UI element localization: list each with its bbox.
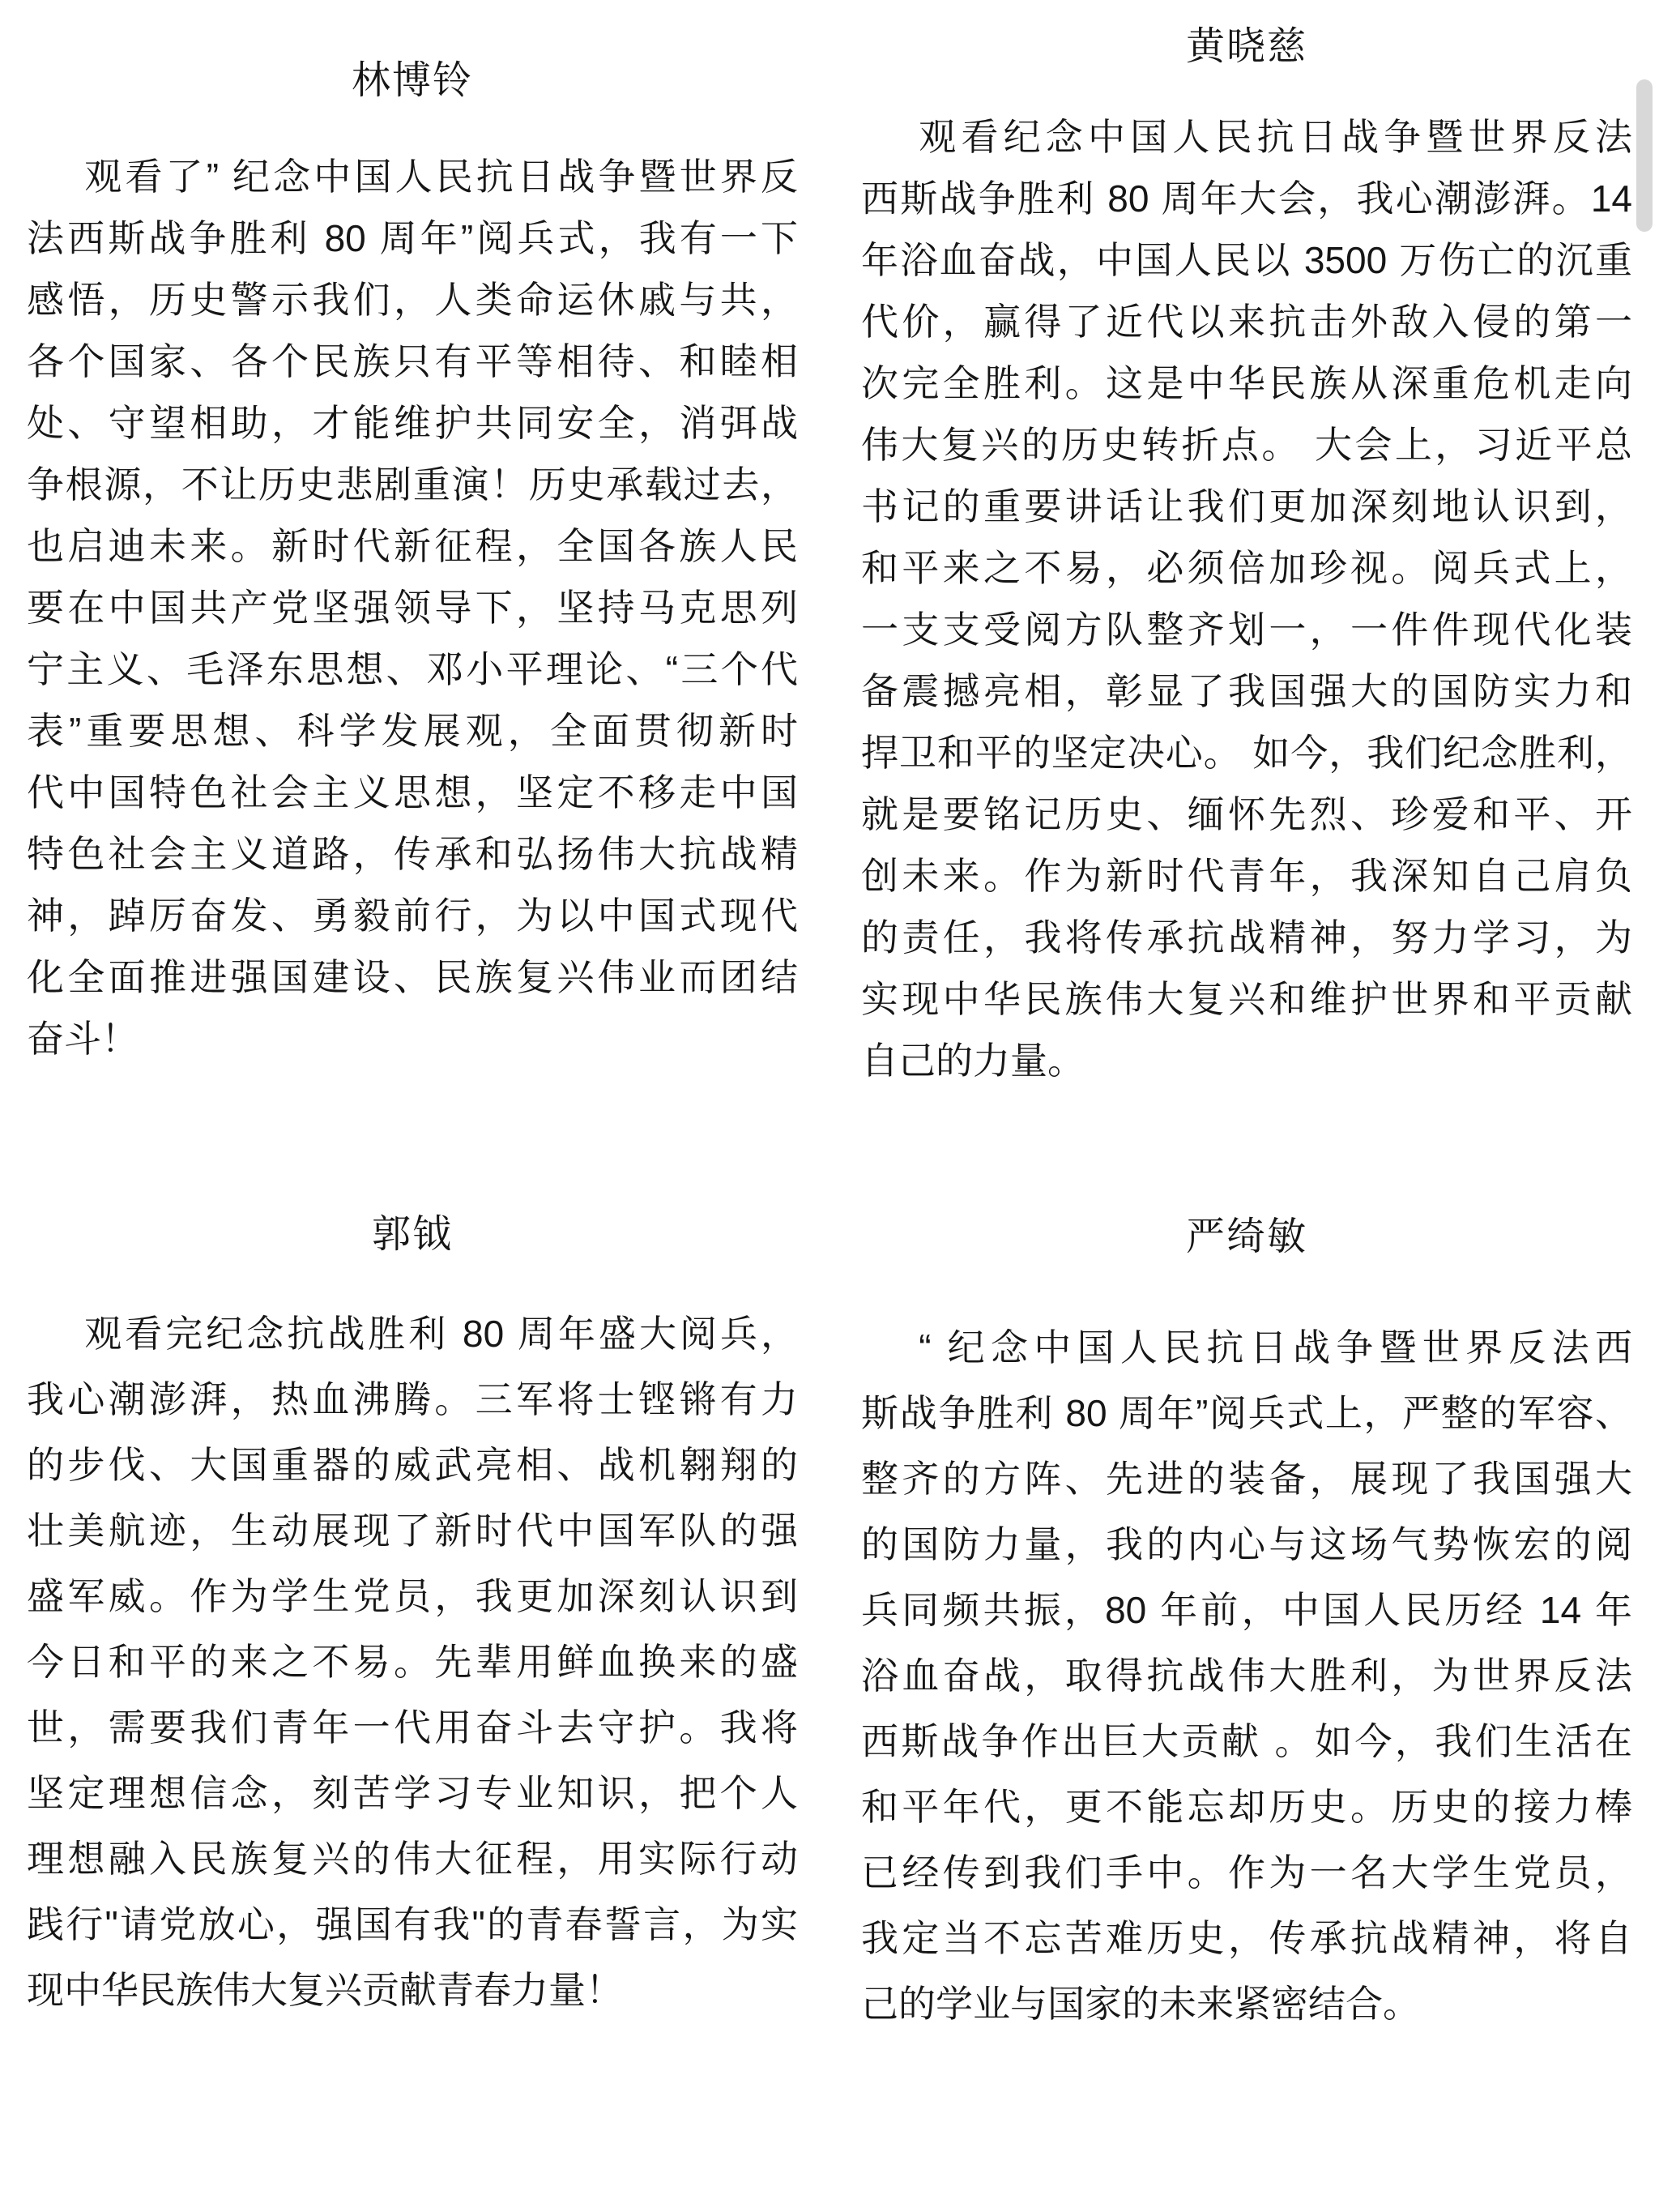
text-line: 化全面推进强国建设、民族复兴伟业而团结: [27, 956, 798, 998]
text-line: 实现中华民族伟大复兴和维护世界和平贡献: [861, 978, 1632, 1020]
text-line: 西斯战争作出巨大贡献 。如今，我们生活在: [861, 1720, 1632, 1762]
text-line: 代价，赢得了近代以来抗击外敌入侵的第一: [861, 301, 1632, 343]
text-line: 壮美航迹，生动展现了新时代中国军队的强: [27, 1510, 798, 1552]
text-line: 和平年代，更不能忘却历史。历史的接力棒: [861, 1786, 1632, 1828]
text-line: 观看完纪念抗战胜利 80 周年盛大阅兵，: [84, 1313, 798, 1355]
text-line: 一支支受阅方队整齐划一，一件件现代化装: [861, 609, 1632, 651]
text-line: 浴血奋战，取得抗战伟大胜利，为世界反法: [861, 1655, 1632, 1697]
text-line: 的责任，我将传承抗战精神，努力学习，为: [861, 916, 1632, 959]
text-line: 今日和平的来之不易。先辈用鲜血换来的盛: [27, 1641, 798, 1683]
text-line: 现中华民族伟大复兴贡献青春力量！: [27, 1969, 623, 2011]
text-line: 特色社会主义道路，传承和弘扬伟大抗战精: [27, 833, 798, 875]
text-line: 伟大复兴的历史转折点。 大会上，习近平总: [861, 424, 1632, 466]
section-heading: 严绮敏: [1185, 1215, 1307, 1258]
essay-text: [27, 1301, 798, 2023]
text-line: 斯战争胜利 80 周年”阅兵式上，严整的军容、: [861, 1392, 1632, 1434]
essay-text: [861, 1315, 1632, 2037]
text-line: 代中国特色社会主义思想，坚定不移走中国: [27, 771, 798, 813]
text-line: 观看纪念中国人民抗日战争暨世界反法: [919, 116, 1632, 158]
text-line: 年浴血奋战，中国人民以 3500 万伤亡的沉重: [861, 239, 1632, 281]
text-line: 捍卫和平的坚定决心。 如今，我们纪念胜利，: [861, 732, 1632, 774]
essay-block-linboling: [27, 57, 798, 1070]
text-line: 处、守望相助，才能维护共同安全，消弭战: [27, 402, 798, 444]
text-line: 神，踔厉奋发、勇毅前行，为以中国式现代: [27, 895, 798, 937]
essay-block-huangxiaoci: [861, 23, 1632, 1091]
text-line: 坚定理想信念，刻苦学习专业知识，把个人: [27, 1772, 798, 1814]
text-line: 自己的力量。: [861, 1040, 1085, 1082]
text-line: 我心潮澎湃，热血沸腾。三军将士铿锵有力: [27, 1378, 798, 1420]
text-line: 备震撼亮相，彰显了我国强大的国防实力和: [861, 670, 1632, 712]
scrollbar-thumb[interactable]: [1636, 79, 1653, 232]
essay-text: [861, 106, 1632, 1091]
essay-block-guoyue: [27, 1211, 798, 2023]
text-line: 践行"请党放心，强国有我"的青春誓言，为实: [27, 1903, 798, 1945]
text-line: 奋斗！: [27, 1018, 139, 1060]
text-line: 我定当不忘苦难历史，传承抗战精神，将自: [861, 1917, 1632, 1959]
text-line: 盛军威。作为学生党员，我更加深刻认识到: [27, 1575, 798, 1617]
text-line: 的步伐、大国重器的威武亮相、战机翱翔的: [27, 1444, 798, 1486]
section-heading: 黄晓慈: [1185, 25, 1307, 68]
text-line: 整齐的方阵、先进的装备，展现了我国强大: [861, 1458, 1632, 1500]
text-line: 宁主义、毛泽东思想、邓小平理论、“三个代: [27, 648, 798, 690]
text-line: 书记的重要讲话让我们更加深刻地认识到，: [861, 485, 1632, 527]
text-line: 也启迪未来。新时代新征程，全国各族人民: [27, 525, 798, 567]
text-line: 理想融入民族复兴的伟大征程，用实际行动: [27, 1838, 798, 1880]
section-heading: 林博铃: [351, 59, 473, 102]
text-line: 观看了” 纪念中国人民抗日战争暨世界反: [84, 156, 798, 198]
text-line: 的国防力量，我的内心与这场气势恢宏的阅: [861, 1523, 1632, 1565]
text-line: 兵同频共振，80 年前，中国人民历经 14 年: [861, 1589, 1632, 1631]
text-line: 已经传到我们手中。作为一名大学生党员，: [861, 1851, 1632, 1894]
text-line: “ 纪念中国人民抗日战争暨世界反法西: [919, 1326, 1632, 1369]
essay-text: [27, 146, 798, 1070]
text-line: 就是要铭记历史、缅怀先烈、珍爱和平、开: [861, 793, 1632, 835]
text-line: 西斯战争胜利 80 周年大会，我心潮澎湃。14: [861, 177, 1632, 220]
text-line: 己的学业与国家的未来紧密结合。: [861, 1983, 1420, 2025]
text-line: 感悟，历史警示我们，人类命运休戚与共，: [27, 279, 798, 321]
text-line: 要在中国共产党坚强领导下，坚持马克思列: [27, 587, 798, 629]
text-line: 和平来之不易，必须倍加珍视。阅兵式上，: [861, 547, 1632, 589]
text-line: 法西斯战争胜利 80 周年”阅兵式，我有一下: [27, 217, 798, 259]
text-line: 世，需要我们青年一代用奋斗去守护。我将: [27, 1706, 798, 1749]
text-line: 各个国家、各个民族只有平等相待、和睦相: [27, 340, 798, 382]
text-line: 争根源，不让历史悲剧重演！历史承载过去，: [27, 463, 798, 506]
text-line: 表”重要思想、科学发展观，全面贯彻新时: [27, 710, 798, 752]
essay-block-yanqimin: [861, 1213, 1632, 2037]
section-heading: 郭钺: [371, 1213, 453, 1256]
text-line: 次完全胜利。这是中华民族从深重危机走向: [861, 362, 1632, 404]
text-line: 创未来。作为新时代青年，我深知自己肩负: [861, 855, 1632, 897]
